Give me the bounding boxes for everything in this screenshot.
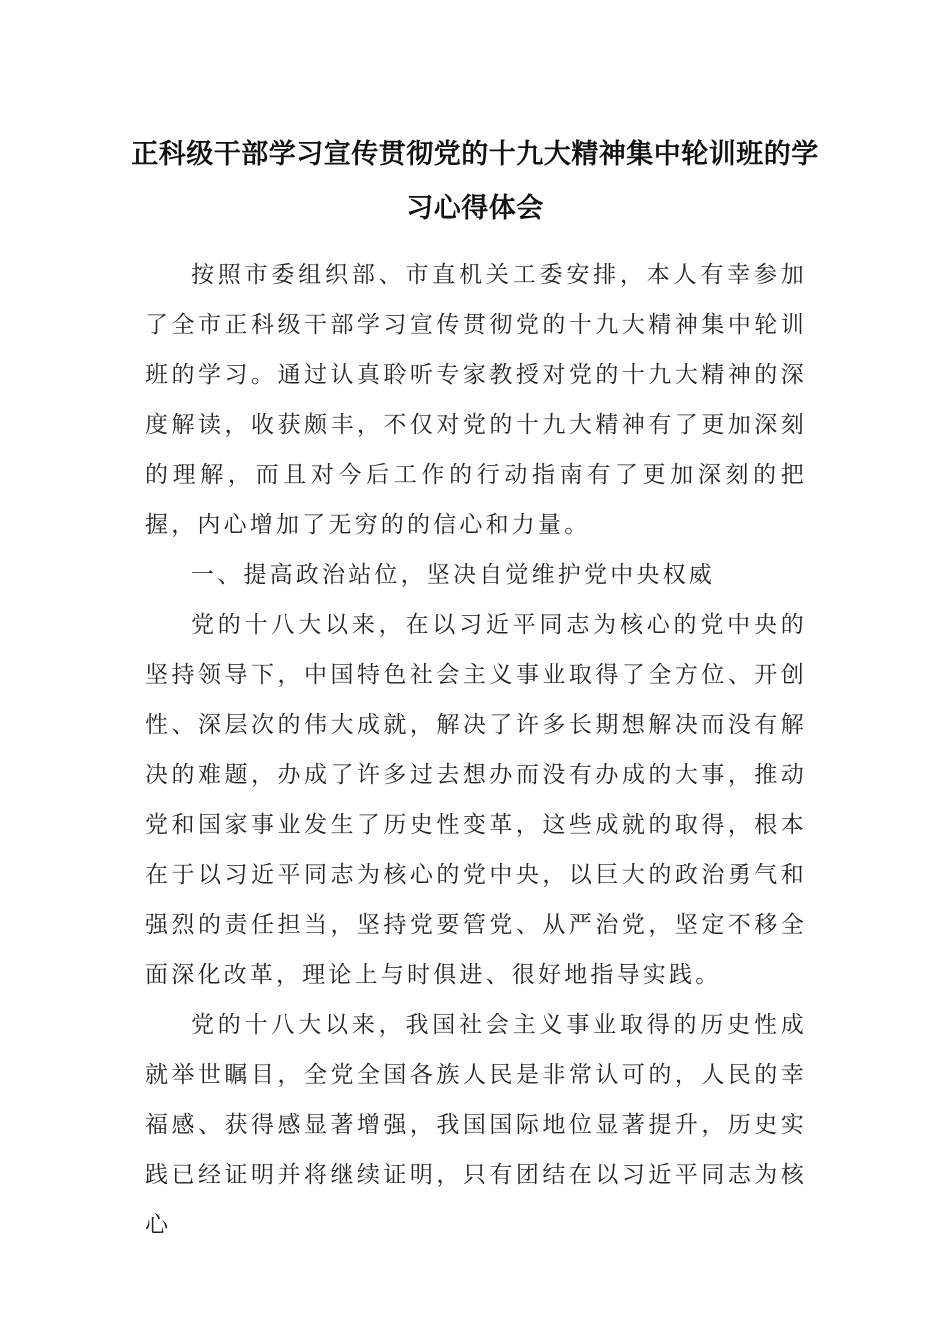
- paragraph-2: 党的十八大以来，我国社会主义事业取得的历史性成就举世瞩目，全党全国各族人民是非常认可的，人民的幸福感、获得感显著增强，我国国际地位显著提升，历史实践已经证明并将继续证明，只有团结在以习近平同志为核心: [145, 1012, 807, 1238]
- document-body: [145, 250, 807, 1250]
- paragraph-1: 党的十八大以来，在以习近平同志为核心的党中央的坚持领导下，中国特色社会主义事业取得了全方位、开创性、深层次的伟大成就，解决了许多长期想解决而没有解决的难题，办成了许多过去想办而没有办成的大事，推动党和国家事业发生了历史性变革，这些成就的取得，根本在于以习近平同志为核心的党中央，以巨大的政治勇气和强烈的责任担当，坚持党要管党、从严治党，坚定不移全面深化改革，理论上与时俱进、很好地指导实践。: [145, 612, 807, 988]
- section-heading-1: 一、提高政治站位，坚决自觉维护党中央权威: [191, 562, 715, 588]
- document-title: 正科级干部学习宣传贯彻党的十九大精神集中轮训班的学习心得体会: [131, 139, 819, 224]
- paragraph-intro: 按照市委组织部、市直机关工委安排，本人有幸参加了全市正科级干部学习宣传贯彻党的十九大精神集中轮训班的学习。通过认真聆听专家教授对党的十九大精神的深度解读，收获颇丰，不仅对党的十九大精神有了更加深刻的理解，而且对今后工作的行动指南有了更加深刻的把握，内心增加了无穷的的信心和力量。: [145, 262, 807, 538]
